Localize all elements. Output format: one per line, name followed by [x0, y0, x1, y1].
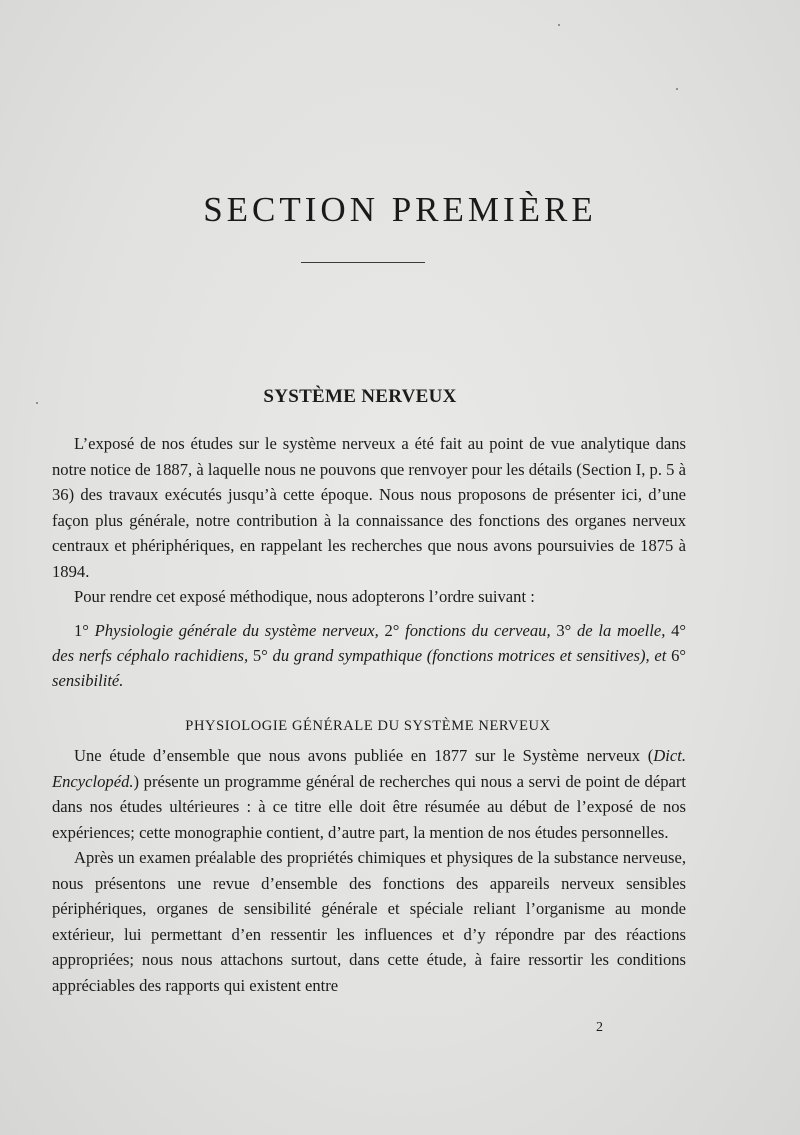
- chapter-title: SYSTÈME NERVEUX: [263, 386, 457, 407]
- page-number: 2: [596, 1020, 603, 1035]
- paper-speck: [558, 24, 560, 26]
- paragraph-text: Une étude d’ensemble que nous avons publiée en 1877 sur le Système nerveux (: [74, 746, 654, 765]
- plan-item: et: [654, 646, 667, 665]
- intro-text: [52, 431, 686, 610]
- paper-speck: [676, 88, 678, 90]
- plan-index: 5°: [252, 646, 268, 665]
- plan-list: [52, 618, 686, 693]
- general-text: [52, 743, 686, 998]
- subsection-heading: PHYSIOLOGIE GÉNÉRALE DU SYSTÈME NERVEUX: [185, 718, 551, 734]
- intro-paragraph: Pour rendre cet exposé méthodique, nous adopterons l’ordre suivant :: [74, 587, 535, 606]
- plan-index: 6°: [671, 646, 687, 665]
- section-title: SECTION PREMIÈRE: [203, 190, 597, 229]
- plan-item: sensibilité.: [52, 671, 124, 690]
- plan-item: fonctions du cerveau,: [405, 621, 551, 640]
- title-divider: [301, 262, 425, 263]
- plan-item: de la moelle,: [577, 621, 666, 640]
- reference-citation: Dict. Encyclopéd.: [52, 746, 686, 791]
- plan-item: des nerfs céphalo rachidiens,: [52, 646, 249, 665]
- plan-index: 2°: [384, 621, 400, 640]
- intro-paragraph: L’exposé de nos études sur le système nerveux a été fait au point de vue analytique dans notre notice de 1887, à laquelle nous ne pouvons que renvoyer pour les détails (Section I, p. 5 à 36) des travaux exécutés jusqu’à cette époque. Nous nous proposons de présenter ici, d’une façon plus générale, notre contribution à la connaissance des fonctions des organes nerveux centraux et phériphériques, en rappelant les recherches que nous avons poursuivies de 1875 à 1894.: [52, 434, 686, 581]
- body-paragraph: [52, 743, 686, 845]
- plan-index: 3°: [556, 621, 572, 640]
- plan-item: (fonctions motrices et sensitives),: [426, 646, 650, 665]
- plan-item: Physiologie générale du système nerveux,: [94, 621, 379, 640]
- paragraph-text: ) présente un programme général de recherches qui nous a servi de point de départ dans nos études ultérieures : à ce titre elle doit être résumée au début de l’exposé de nos expériences; cette monographie contient, d’autre part, la mention de nos études personnelles.: [52, 771, 686, 842]
- plan-index: 1°: [74, 621, 89, 640]
- plan-index: 4°: [671, 621, 687, 640]
- plan-item: du grand sympathique: [272, 646, 423, 665]
- body-paragraph: Après un examen préalable des propriétés chimiques et physiques de la substance nerveuse, nous présentons une revue d’ensemble des fonctions des appareils nerveux sensibles périphériques, organes de sensibilité générale et spéciale reliant l’organisme au monde extérieur, lui permettant d’en ressentir les influences et d’y répondre par des réactions appropriées; nous nous attachons surtout, dans cette étude, à faire ressortir les conditions appréciables des rapports qui existent entre: [52, 848, 686, 995]
